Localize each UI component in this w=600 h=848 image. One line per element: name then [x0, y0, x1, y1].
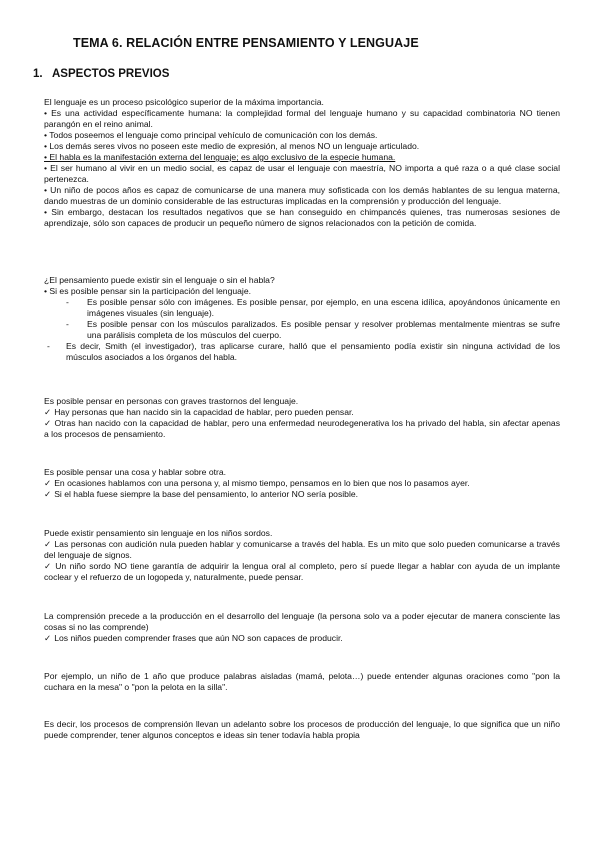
intro-line: El lenguaje es un proceso psicológico superior de la máxima importancia. — [44, 97, 324, 107]
intro-bullet: • Sin embargo, destacan los resultados negativos que se han conseguido en chimpancés quienes, tras numerosas sesiones de aprendizaje, sólo son capaces de producir un pequeño número de signos relacionados con la petición de comida. — [44, 207, 560, 228]
section-label: ASPECTOS PREVIOS — [52, 68, 170, 80]
dash-marker: - — [66, 319, 69, 329]
intro-bullet: • Un niño de pocos años es capaz de comunicarse de una manera muy sofisticada con los demás hablantes de su lengua materna, dando muestras de un dominio considerable de las estructuras implicadas en la comprensión y producción del lenguaje. — [44, 185, 560, 206]
point-heading: La comprensión precede a la producción en el desarrollo del lenguaje (la persona solo va a poder ejecutar de manera consciente las cosas si no las comprende) — [44, 611, 560, 632]
intro-bullet: • Es una actividad específicamente humana: la complejidad formal del lenguaje humano y su capacidad combinatoria NO tienen parangón en el reino animal. — [44, 108, 560, 129]
intro-bullet: • Todos poseemos el lenguaje como principal vehículo de comunicación con los demás. — [44, 130, 378, 140]
dash-marker: - — [66, 297, 69, 307]
sub-point: - Es posible pensar sólo con imágenes. Es posible pensar, por ejemplo, en una escena idílica, apoyándonos únicamente en imágenes visuales (sin lenguaje). — [66, 297, 560, 318]
intro-bullet: • El ser humano al vivir en un medio social, es capaz de usar el lenguaje con maestría, NO importa a qué raza o a qué clase social pertenezca. — [44, 163, 560, 184]
example-text: Por ejemplo, un niño de 1 año que produce palabras aisladas (mamá, pelota…) puede entender algunas oraciones como "pon la cuchara en la mesa" o "pon la pelota en la silla". — [44, 671, 560, 692]
intro-bullet: • Los demás seres vivos no poseen este medio de expresión, al menos NO un lenguaje articulado. — [44, 141, 420, 151]
dash-marker: - — [47, 341, 50, 351]
check-item: ✓ Los niños pueden comprender frases que aún NO son capaces de producir. — [44, 633, 560, 644]
intro-bullet-underlined: • El habla es la manifestación externa del lenguaje; es algo exclusivo de la especie humana. — [44, 152, 396, 162]
answer-text: • Si es posible pensar sin la participación del lenguaje. — [44, 286, 251, 296]
point-block — [44, 396, 560, 440]
point-block — [44, 528, 560, 583]
check-item: ✓ Las personas con audición nula pueden hablar y comunicarse a través del habla. Es un mito que solo pueden comunicarse a través del lenguaje de signos. — [44, 539, 560, 561]
check-item: ✓ Un niño sordo NO tiene garantía de adquirir la lengua oral al completo, pero sí puede llegar a hablar con ayuda de un implante coclear y el refuerzo de un logopeda y, naturalmente, puede pensar. — [44, 561, 560, 583]
conclusion-text: Es decir, los procesos de comprensión llevan un adelanto sobre los procesos de producción del lenguaje, lo que significa que un niño puede comprender, tener algunos conceptos e ideas sin tener todavía habla propia — [44, 719, 560, 740]
section-heading — [33, 68, 169, 80]
sub-point: - Es decir, Smith (el investigador), tras aplicarse curare, halló que el pensamiento podía existir sin ninguna actividad de los músculos asociados a los órganos del habla. — [47, 341, 560, 362]
sub-point: - Es posible pensar con los músculos paralizados. Es posible pensar y resolver problemas mentalmente mientras se sufre una parálisis completa de los músculos del cuerpo. — [66, 319, 560, 340]
conclusion-block — [44, 719, 560, 741]
question-text: ¿El pensamiento puede existir sin el lenguaje o sin el habla? — [44, 275, 275, 285]
check-item: ✓ En ocasiones hablamos con una persona y, al mismo tiempo, pensamos en lo bien que nos lo pasamos ayer. — [44, 478, 560, 489]
point-heading: Puede existir pensamiento sin lenguaje en los niños sordos. — [44, 528, 273, 538]
intro-block — [44, 97, 560, 229]
document-title: TEMA 6. RELACIÓN ENTRE PENSAMIENTO Y LENGUAJE — [73, 36, 419, 50]
check-item: ✓ Si el habla fuese siempre la base del pensamiento, lo anterior NO sería posible. — [44, 489, 560, 500]
point-heading: Es posible pensar una cosa y hablar sobre otra. — [44, 467, 227, 477]
point-heading: Es posible pensar en personas con graves trastornos del lenguaje. — [44, 396, 299, 406]
check-item: ✓ Hay personas que han nacido sin la capacidad de hablar, pero pueden pensar. — [44, 407, 560, 418]
point-block — [44, 611, 560, 644]
question-block — [44, 275, 560, 363]
point-block — [44, 467, 560, 500]
section-number: 1. — [33, 68, 43, 80]
example-block — [44, 671, 560, 693]
check-item: ✓ Otras han nacido con la capacidad de hablar, pero una enfermedad neurodegenerativa los ha privado del habla, sin afectar apenas a los procesos de pensamiento. — [44, 418, 560, 440]
